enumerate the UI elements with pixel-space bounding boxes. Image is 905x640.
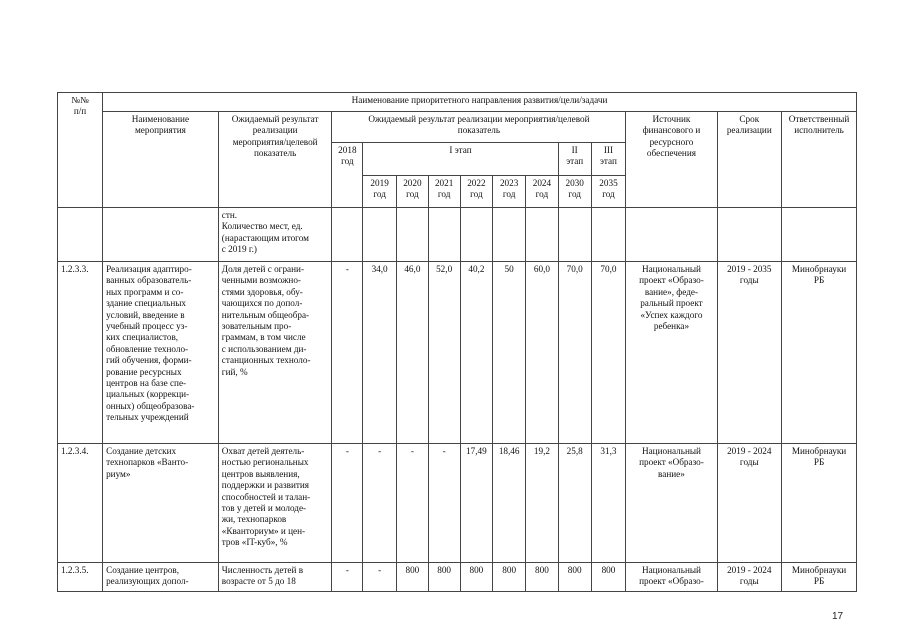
event-name-header: Наименование мероприятия: [103, 112, 219, 208]
value-cell: -: [363, 563, 397, 592]
value-cell: -: [397, 444, 429, 563]
row-number: [58, 208, 103, 262]
value-cell: 31,3: [591, 444, 626, 563]
responsible-header: Ответственный исполнитель: [782, 112, 857, 208]
value-cell: [591, 208, 626, 262]
value-cell: 18,46: [493, 444, 526, 563]
year-header: 2021 год: [428, 176, 460, 208]
table-row: [58, 262, 857, 444]
stage-3-header: III этап: [591, 143, 626, 176]
year-header: 2023 год: [493, 176, 526, 208]
funding-source: Национальный проект «Образо- вание», феде- ральный проект «Успех каждого ребенка»: [626, 262, 717, 444]
executor: [782, 208, 857, 262]
value-cell: 800: [558, 563, 591, 592]
value-cell: -: [332, 262, 363, 444]
indicator: Доля детей с ограни- ченными возможно- стями здоровья, обу- чающихся по допол- нительным общеобра- зовательным про- граммам, в том числе с использованием ди- станционных техноло- гий, %: [218, 262, 332, 444]
value-cell: [493, 208, 526, 262]
value-cell: 60,0: [526, 262, 559, 444]
indicator: Численность детей в возрасте от 5 до 18: [218, 563, 332, 592]
page-number: 17: [832, 611, 844, 622]
value-cell: 40,2: [460, 262, 493, 444]
value-cell: 34,0: [363, 262, 397, 444]
expected-result-group-header: Ожидаемый результат реализации мероприятия/целевой показатель: [332, 112, 626, 143]
value-cell: 52,0: [428, 262, 460, 444]
value-cell: 70,0: [558, 262, 591, 444]
table-row: [58, 563, 857, 592]
table-row: [58, 444, 857, 563]
row-number: 1.2.3.3.: [58, 262, 103, 444]
value-cell: 70,0: [591, 262, 626, 444]
value-cell: [332, 208, 363, 262]
row-number: 1.2.3.4.: [58, 444, 103, 563]
value-cell: 800: [397, 563, 429, 592]
value-cell: 800: [428, 563, 460, 592]
row-number: 1.2.3.5.: [58, 563, 103, 592]
indicator: Охват детей деятель- ностью региональных центров выявления, поддержки и развития способностей и талан- тов у детей и молоде- жи, технопарков «Кванториум» и цен- тров «IT-куб», %: [218, 444, 332, 563]
year-header: 2024 год: [526, 176, 559, 208]
value-cell: 800: [493, 563, 526, 592]
executor: Минобрнауки РБ: [782, 563, 857, 592]
value-cell: 50: [493, 262, 526, 444]
period: 2019 - 2024 годы: [717, 444, 782, 563]
value-cell: 800: [526, 563, 559, 592]
executor: Минобрнауки РБ: [782, 262, 857, 444]
funding-source: Национальный проект «Образо- вание»: [626, 444, 717, 563]
year-header: 2022 год: [460, 176, 493, 208]
event-name: [103, 208, 219, 262]
num-column-header: №№ п/п: [58, 93, 103, 208]
year-2018-header: 2018 год: [332, 143, 363, 208]
value-cell: [460, 208, 493, 262]
period: 2019 - 2024 годы: [717, 563, 782, 592]
value-cell: [397, 208, 429, 262]
stage-1-header: I этап: [363, 143, 559, 176]
value-cell: [363, 208, 397, 262]
indicator: стн. Количество мест, ед. (нарастающим итогом с 2019 г.): [218, 208, 332, 262]
funding-source-header: Источник финансового и ресурсного обеспечения: [626, 112, 717, 208]
value-cell: 800: [591, 563, 626, 592]
value-cell: -: [332, 563, 363, 592]
expected-result-header: Ожидаемый результат реализации мероприятия/целевой показатель: [218, 112, 332, 208]
value-cell: [558, 208, 591, 262]
event-name: Создание детских технопарков «Ванто- риум»: [103, 444, 219, 563]
year-header: 2035 год: [591, 176, 626, 208]
executor: Минобрнауки РБ: [782, 444, 857, 563]
year-header: 2019 год: [363, 176, 397, 208]
table-row: [58, 208, 857, 262]
event-name: Реализация адаптиро- ванных образователь- ных программ и со- здание специальных условий, введение в учебный процесс уз- ких специалистов, обновление техноло- гий обучения, форми- рование ресурсных центров на базе спе- циальных (коррекци- онных) общеобразова- тельных учреждений: [103, 262, 219, 444]
funding-source: Национальный проект «Образо-: [626, 563, 717, 592]
value-cell: -: [363, 444, 397, 563]
year-header: 2030 год: [558, 176, 591, 208]
stage-2-header: II этап: [558, 143, 591, 176]
value-cell: 19,2: [526, 444, 559, 563]
year-header: 2020 год: [397, 176, 429, 208]
value-cell: -: [332, 444, 363, 563]
event-name: Создание центров, реализующих допол-: [103, 563, 219, 592]
value-cell: [428, 208, 460, 262]
direction-title-header: Наименование приоритетного направления развития/цели/задачи: [103, 93, 857, 112]
period: 2019 - 2035 годы: [717, 262, 782, 444]
period: [717, 208, 782, 262]
value-cell: -: [428, 444, 460, 563]
value-cell: 46,0: [397, 262, 429, 444]
value-cell: 25,8: [558, 444, 591, 563]
value-cell: [526, 208, 559, 262]
plan-table: [57, 92, 857, 592]
funding-source: [626, 208, 717, 262]
value-cell: 800: [460, 563, 493, 592]
value-cell: 17,49: [460, 444, 493, 563]
deadline-header: Срок реализации: [717, 112, 782, 208]
